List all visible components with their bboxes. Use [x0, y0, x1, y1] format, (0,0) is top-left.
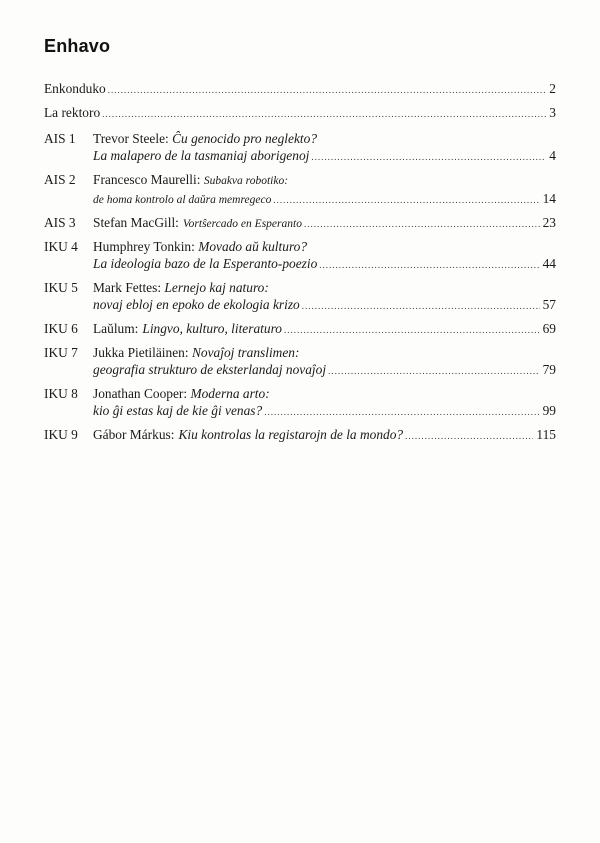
toc-entry-author: Gábor Márkus:	[93, 427, 175, 442]
toc-entry-iku-5[interactable]	[44, 279, 556, 315]
toc-entry-title-line1: Novaĵoj translimen:	[191, 345, 300, 360]
dot-leader	[273, 192, 539, 209]
toc-entry-author: Francesco Maurelli:	[93, 172, 201, 187]
toc-entry-iku-4[interactable]	[44, 238, 556, 274]
toc-entry-code: IKU 6	[44, 321, 78, 336]
dot-leader	[302, 298, 540, 315]
toc-entry-title: Lingvo, kulturo, literaturo	[142, 321, 282, 336]
toc-entry-author: Laŭlum:	[93, 321, 139, 336]
toc-entry-title: La malapero de la tasmaniaj aborigenoj	[93, 148, 310, 163]
toc-entry-iku-6[interactable]	[44, 320, 556, 339]
toc-entry-code: IKU 5	[44, 280, 78, 295]
toc-entry-code: IKU 8	[44, 386, 78, 401]
toc-entry-title: de homa kontrolo al daŭra memregeco	[93, 194, 272, 206]
toc-entry-enkonduko[interactable]	[44, 80, 556, 99]
toc-entry-page: 57	[542, 297, 556, 312]
dot-leader	[264, 404, 539, 421]
toc-entry-title: Kiu kontrolas la registarojn de la mondo?	[178, 427, 404, 442]
toc-entry-title: La rektoro	[44, 105, 101, 120]
toc-entry-title: novaj ebloj en epoko de ekologia krizo	[93, 297, 300, 312]
dot-leader	[311, 149, 546, 166]
toc-entry-title-line1: Movado aŭ kulturo?	[198, 239, 308, 254]
toc-entry-author: Humphrey Tonkin:	[93, 239, 195, 254]
toc-entry-page: 79	[542, 362, 556, 377]
table-of-contents	[44, 80, 556, 450]
toc-entry-page: 44	[542, 256, 556, 271]
toc-entry-title-line1: Ĉu genocido pro neglekto?	[172, 131, 318, 146]
toc-entry-title-line1: Lernejo kaj naturo:	[164, 280, 269, 295]
toc-entry-ais-2[interactable]	[44, 171, 556, 209]
toc-entry-code: AIS 2	[44, 172, 76, 187]
dot-leader	[304, 216, 540, 233]
toc-entry-author: Jukka Pietiläinen:	[93, 345, 189, 360]
toc-entry-code: IKU 4	[44, 239, 78, 254]
toc-entry-page: 115	[536, 427, 556, 442]
toc-entry-title: Vortŝercado en Esperanto	[182, 218, 302, 230]
toc-entry-page: 4	[549, 148, 556, 163]
dot-leader	[319, 257, 539, 274]
toc-entry-la-rektoro[interactable]	[44, 104, 556, 123]
toc-entry-code: AIS 1	[44, 131, 76, 146]
page-title: Enhavo	[44, 36, 111, 56]
toc-entry-page: 14	[542, 191, 556, 206]
toc-entry-author: Mark Fettes:	[93, 280, 162, 295]
toc-entry-page: 69	[542, 321, 556, 336]
dot-leader	[405, 428, 533, 445]
toc-entry-page: 23	[542, 215, 556, 230]
toc-entry-title: kio ĝi estas kaj de kie ĝi venas?	[93, 403, 263, 418]
toc-entry-iku-9[interactable]	[44, 426, 556, 445]
toc-entry-author: Trevor Steele:	[93, 131, 169, 146]
toc-entry-title: Enkonduko	[44, 81, 106, 96]
toc-entry-ais-1[interactable]	[44, 130, 556, 166]
dot-leader	[284, 322, 540, 339]
toc-entry-ais-3[interactable]	[44, 214, 556, 233]
dot-leader	[108, 82, 547, 99]
dot-leader	[328, 363, 540, 380]
toc-entry-code: IKU 7	[44, 345, 78, 360]
toc-entry-author: Jonathan Cooper:	[93, 386, 188, 401]
toc-entry-title-line1: Subakva robotiko:	[203, 175, 289, 187]
toc-entry-iku-7[interactable]	[44, 344, 556, 380]
toc-entry-title-line1: Moderna arto:	[190, 386, 270, 401]
toc-entry-page: 99	[542, 403, 556, 418]
toc-entry-title: geografia strukturo de eksterlandaj novaĵoj	[93, 362, 327, 377]
toc-entry-code: IKU 9	[44, 427, 78, 442]
toc-entry-iku-8[interactable]	[44, 385, 556, 421]
toc-entry-title: La ideologia bazo de la Esperanto-poezio	[93, 256, 318, 271]
dot-leader	[102, 106, 546, 123]
toc-entry-author: Stefan MacGill:	[93, 215, 179, 230]
toc-entry-page: 2	[549, 81, 556, 96]
toc-entry-code: AIS 3	[44, 215, 76, 230]
toc-entry-page: 3	[549, 105, 556, 120]
